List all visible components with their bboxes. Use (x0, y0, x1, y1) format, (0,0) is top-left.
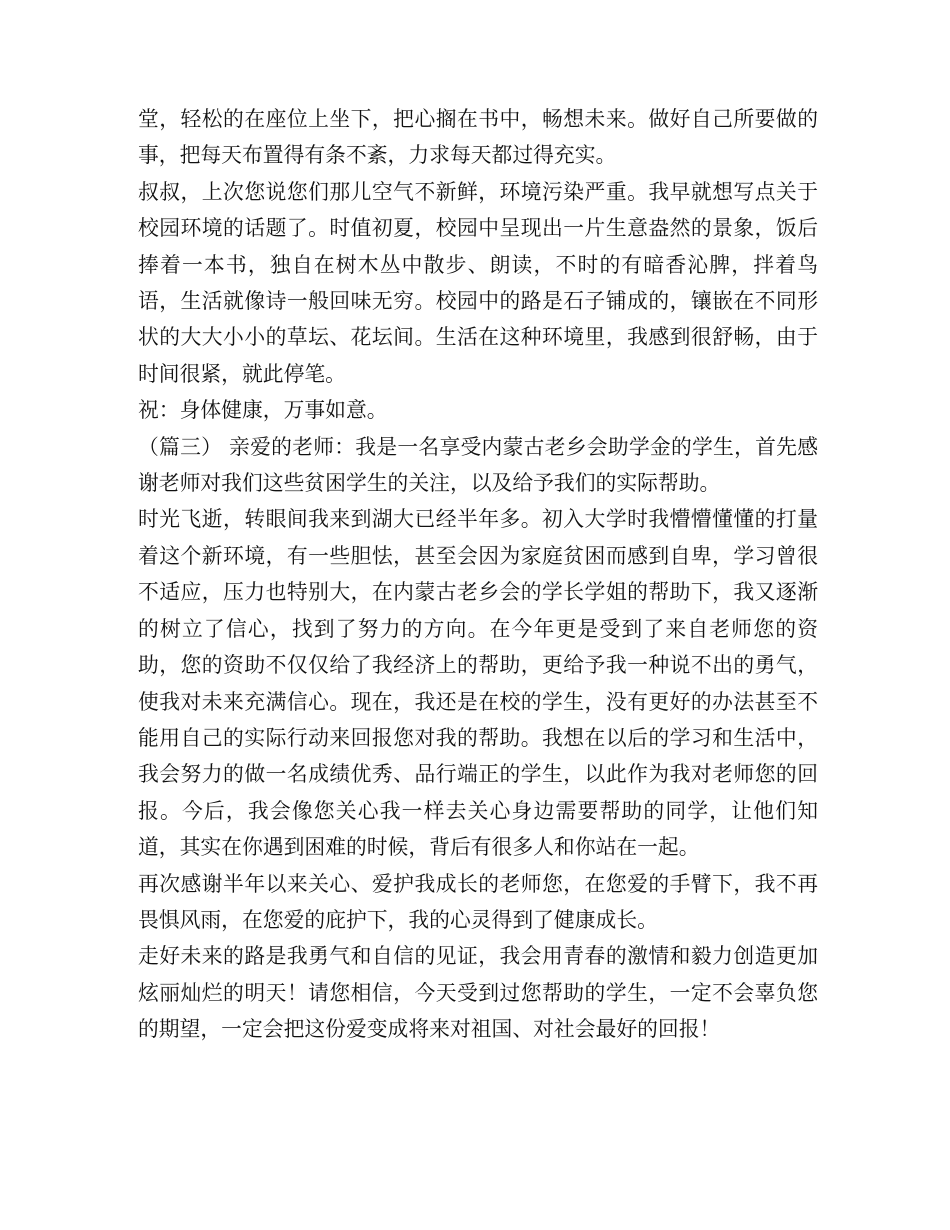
paragraph-6: 再次感谢半年以来关心、爱护我成长的老师您，在您爱的手臂下，我不再畏惧风雨，在您爱的庇护下，我的心灵得到了健康成长。 (138, 871, 818, 932)
document-body (138, 101, 818, 1048)
paragraph-5: 时光飞逝，转眼间我来到湖大已经半年多。初入大学时我懵懵懂懂的打量着这个新环境，有一些胆怯，甚至会因为家庭贫困而感到自卑，学习曾很不适应，压力也特别大，在内蒙古老乡会的学长学姐的帮助下，我又逐渐的树立了信心，找到了努力的方向。在今年更是受到了来自老师您的资助，您的资助不仅仅给了我经济上的帮助，更给予我一种说不出的勇气，使我对未来充满信心。现在，我还是在校的学生，没有更好的办法甚至不能用自己的实际行动来回报您对我的帮助。我想在以后的学习和生活中，我会努力的做一名成绩优秀、品行端正的学生，以此作为我对老师您的回报。今后，我会像您关心我一样去关心身边需要帮助的同学，让他们知道，其实在你遇到困难的时候，背后有很多人和你站在一起。 (138, 507, 818, 860)
paragraph-2: 叔叔，上次您说您们那儿空气不新鲜，环境污染严重。我早就想写点关于校园环境的话题了。时值初夏，校园中呈现出一片生意盎然的景象，饭后捧着一本书，独自在树木丛中散步、朗读，不时的有暗香沁脾，拌着鸟语，生活就像诗一般回味无穷。校园中的路是石子铺成的，镶嵌在不同形状的大大小小的草坛、花坛间。生活在这种环境里，我感到很舒畅，由于时间很紧，就此停笔。 (138, 179, 818, 386)
paragraph-3: 祝：身体健康，万事如意。 (138, 398, 388, 423)
paragraph-7: 走好未来的路是我勇气和自信的见证，我会用青春的激情和毅力创造更加炫丽灿烂的明天！请您相信，今天受到过您帮助的学生，一定不会辜负您的期望，一定会把这份爱变成将来对祖国、对社会最好的回报！ (138, 944, 818, 1042)
paragraph-4: （篇三） 亲爱的老师：我是一名享受内蒙古老乡会助学金的学生，首先感谢老师对我们这些贫困学生的关注，以及给予我们的实际帮助。 (138, 434, 818, 496)
paragraph-1: 堂，轻松的在座位上坐下，把心搁在书中，畅想未来。做好自己所要做的事，把每天布置得有条不紊，力求每天都过得充实。 (138, 107, 818, 168)
